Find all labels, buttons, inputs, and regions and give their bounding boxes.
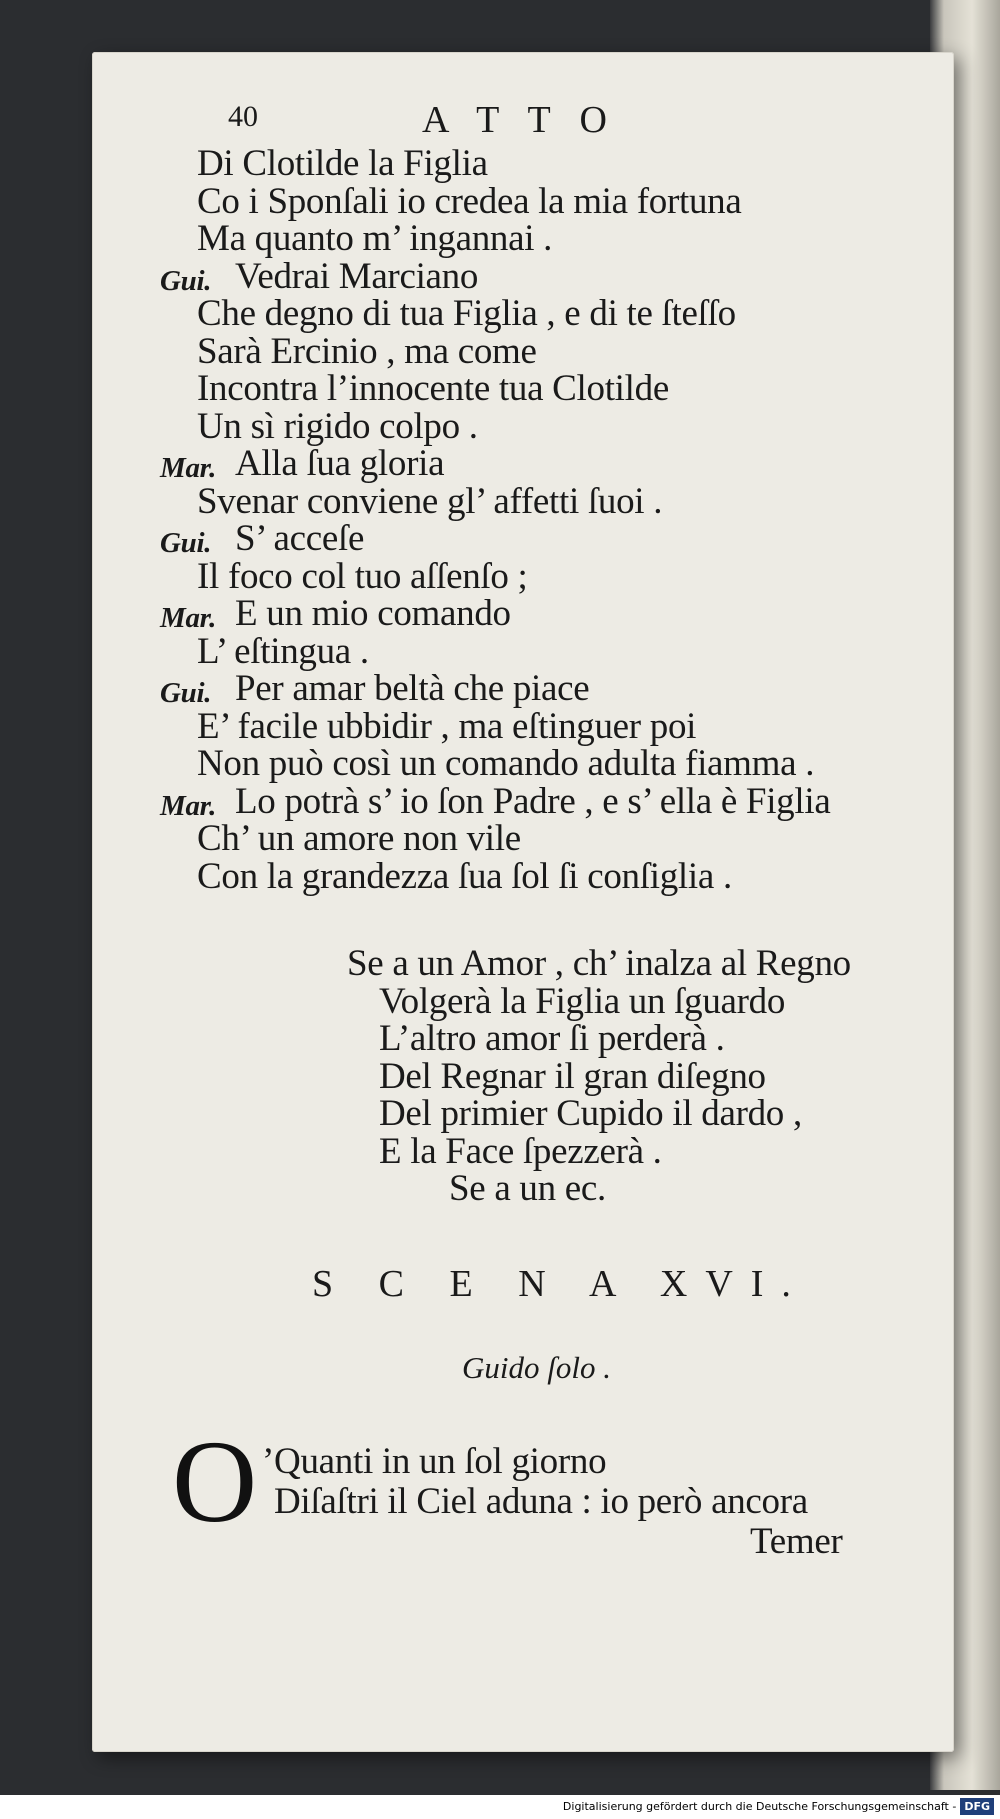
aria-line: E la Face ſpezzerà . bbox=[379, 1130, 662, 1172]
verse-line: Svenar conviene gl’ affetti ſuoi . bbox=[197, 480, 663, 522]
verse-line: Lo potrà s’ io ſon Padre , e s’ ella è Figlia bbox=[235, 780, 831, 822]
digitization-credit bbox=[0, 1795, 1000, 1819]
verse-line: L’ eſtingua . bbox=[197, 630, 369, 672]
verse-line: Un sì rigido colpo . bbox=[197, 405, 478, 447]
running-head: A T T O bbox=[422, 99, 617, 141]
aria-line: Del Regnar il gran diſegno bbox=[379, 1055, 766, 1097]
scene-heading: S C E N A XVI. bbox=[312, 1263, 809, 1305]
aria-line: Volgerà la Figlia un ſguardo bbox=[379, 980, 786, 1022]
drop-cap: O bbox=[172, 1416, 258, 1547]
verse-line: Incontra l’innocente tua Clotilde bbox=[197, 368, 669, 409]
verse-line: ’Quanti in un ſol giorno bbox=[262, 1441, 607, 1482]
verse-line: Che degno di tua Figlia , e di te ſteſſo bbox=[197, 293, 736, 334]
verse-line: Diſaſtri il Ciel aduna : io però ancora bbox=[274, 1481, 808, 1522]
verse-line: E un mio comando bbox=[235, 593, 511, 634]
page-number: 40 bbox=[228, 100, 258, 133]
verse-line: S’ acceſe bbox=[235, 518, 365, 559]
speaker-label: Gui. bbox=[160, 527, 212, 559]
verse-line: Per amar beltà che piace bbox=[235, 668, 590, 709]
aria-line: Se a un Amor , ch’ inalza al Regno bbox=[347, 943, 851, 984]
aria-line: Se a un ec. bbox=[449, 1168, 606, 1209]
verse-line: Di Clotilde la Figlia bbox=[197, 143, 488, 184]
aria-line: L’altro amor ſi perderà . bbox=[379, 1018, 725, 1059]
verse-line: Ch’ un amore non vile bbox=[197, 818, 521, 859]
dfg-logo: DFG bbox=[960, 1798, 994, 1815]
verse-line: Con la grandezza ſua ſol ſi conſiglia . bbox=[197, 855, 732, 897]
speaker-label: Mar. bbox=[160, 602, 217, 634]
catchword: Temer bbox=[750, 1521, 843, 1562]
book-page bbox=[92, 52, 954, 1752]
verse-line: Co i Sponſali io credea la mia fortuna bbox=[197, 180, 742, 222]
verse-line: Il foco col tuo aſſenſo ; bbox=[197, 555, 528, 597]
verse-line: Ma quanto m’ ingannai . bbox=[197, 218, 553, 259]
speaker-label: Mar. bbox=[160, 789, 217, 822]
speaker-label: Gui. bbox=[160, 264, 212, 297]
credit-text: Digitalisierung gefördert durch die Deutsche Forschungsgemeinschaft - bbox=[562, 1800, 957, 1813]
verse-line: Non può così un comando adulta fiamma . bbox=[197, 743, 815, 784]
speaker-label: Mar. bbox=[160, 452, 217, 484]
verse-line: Sarà Ercinio , ma come bbox=[197, 330, 537, 372]
verse-line: Alla ſua gloria bbox=[235, 443, 445, 484]
speaker-label: Gui. bbox=[160, 677, 212, 709]
scene-character: Guido ſolo . bbox=[462, 1350, 611, 1385]
aria-line: Del primier Cupido il dardo , bbox=[379, 1093, 802, 1134]
verse-line: Vedrai Marciano bbox=[235, 255, 479, 297]
verse-line: E’ facile ubbidir , ma eſtinguer poi bbox=[197, 705, 697, 747]
